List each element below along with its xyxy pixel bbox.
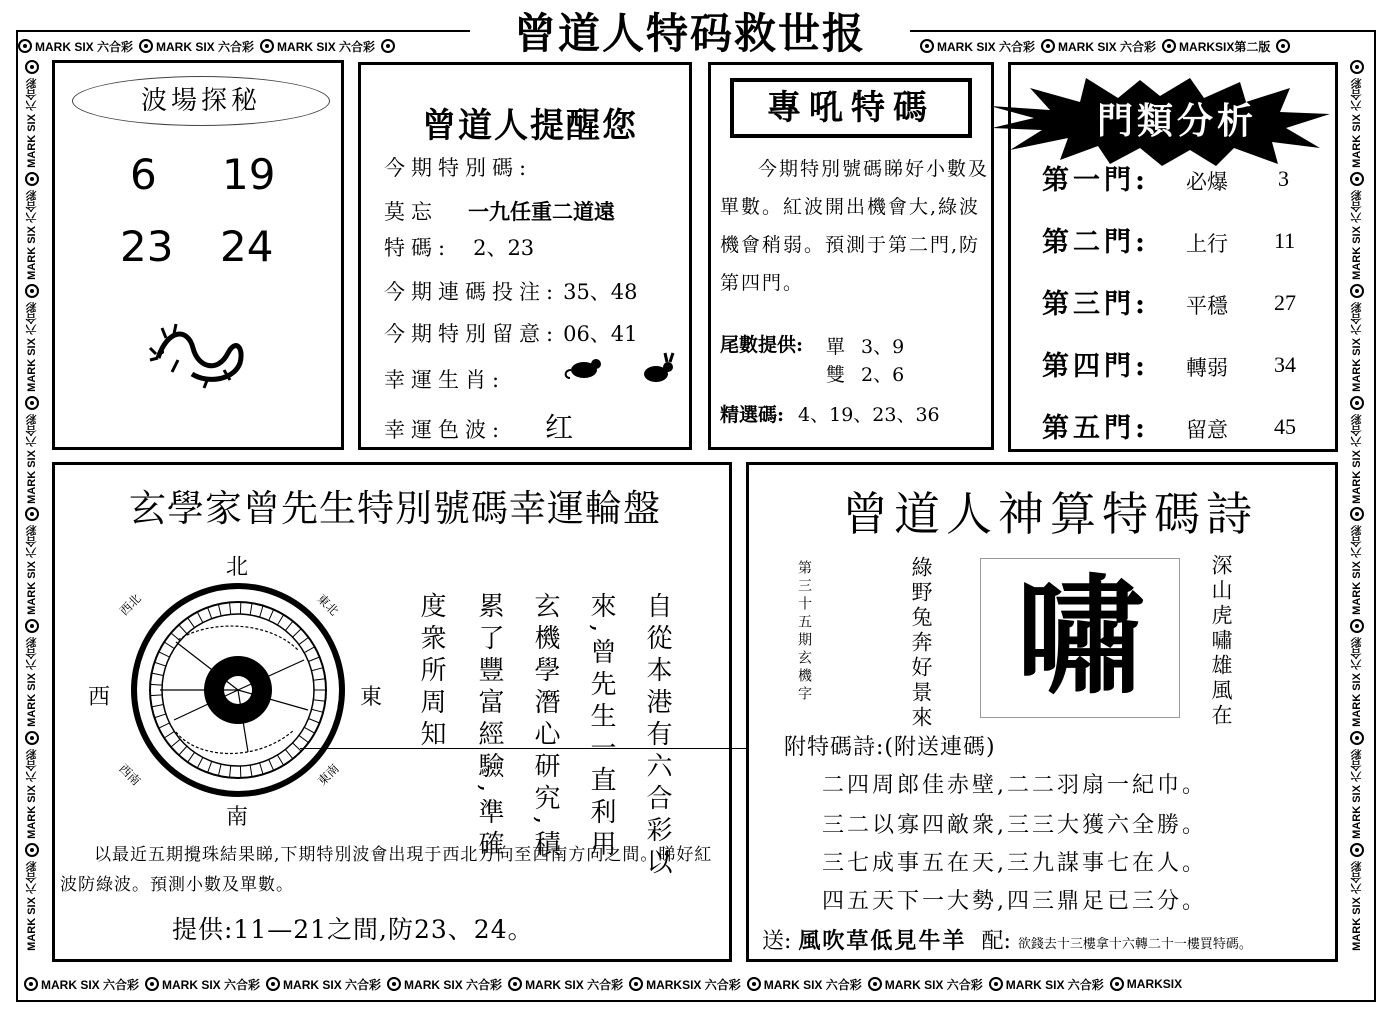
border-text: MARK SIX 六合彩 xyxy=(26,637,38,728)
border-text: MARK SIX 六合彩 xyxy=(283,977,382,992)
door-number: 3 xyxy=(1278,166,1289,191)
wheel-tick xyxy=(269,759,274,770)
wheel-tick xyxy=(150,684,162,685)
send-label: 送: xyxy=(762,929,792,954)
poem-attach: 附特碼詩:(附送連碼) xyxy=(784,735,996,760)
wheel-tick xyxy=(260,606,263,618)
reminder-value: 35、48 xyxy=(563,280,638,304)
wave-number: 6 xyxy=(130,150,157,199)
wheel-tick xyxy=(197,612,203,623)
wheel-column: 自從本港有六合彩以 xyxy=(642,592,672,880)
wheel-tick xyxy=(230,602,231,614)
wheel-column: 來,曾先生一直利用 xyxy=(586,592,616,863)
wheel-tick xyxy=(154,662,165,666)
wheel-tick xyxy=(277,615,283,625)
tail-label: 尾數提供: xyxy=(720,334,804,356)
zodiac-rabbit-icon xyxy=(638,352,678,384)
border-text: MARK SIX 六合彩 xyxy=(1351,189,1363,280)
direction-west: 西 xyxy=(88,685,111,710)
wheel-tick xyxy=(313,700,325,702)
wave-number: 19 xyxy=(222,150,276,199)
reminder-label: 幸運色波: xyxy=(384,418,506,442)
wheel-tick xyxy=(218,604,221,616)
special-text: 今期特別號碼睇好小數及單數。紅波開出機會大,綠波機會稍弱。預測于第二門,防第四門。 xyxy=(720,158,990,294)
door-title: 門類分析 xyxy=(1096,100,1257,142)
border-text: MARK SIX 六合彩 xyxy=(162,977,261,992)
door-number: 27 xyxy=(1274,290,1296,315)
reminder-label: 今期連碼投注: xyxy=(384,280,560,304)
reminder-value: 06、41 xyxy=(563,322,638,346)
pick-value: 4、19、23、36 xyxy=(798,404,940,426)
reminder-row xyxy=(384,276,638,306)
special-title: 專吼特碼 xyxy=(730,78,972,138)
wheel-tick xyxy=(250,765,252,777)
wheel-tick xyxy=(152,673,164,675)
reminder-label: 莫忘 xyxy=(384,200,438,224)
door-label: 第四門: xyxy=(1042,351,1149,382)
border-text: MARKSIX xyxy=(1126,977,1183,991)
reminder-label: 今期特別碼: xyxy=(384,156,533,180)
tail-double-label: 雙 xyxy=(826,364,846,386)
border-text: MARK SIX 六合彩 xyxy=(26,301,38,392)
wheel-tick xyxy=(293,629,302,637)
wheel-tick xyxy=(164,731,174,738)
wheel-tick xyxy=(269,610,274,621)
reminder-row xyxy=(384,196,615,226)
reminder-label: 幸運生肖: xyxy=(384,368,506,392)
send-row xyxy=(762,924,1252,955)
wheel-title: 玄學家曾先生特別號碼幸運輪盤 xyxy=(129,487,661,530)
wheel-tick xyxy=(312,668,324,671)
reminder-value: 一九任重二道遠 xyxy=(468,199,615,224)
wheel-tick xyxy=(159,723,170,728)
door-number: 45 xyxy=(1274,414,1296,439)
wheel-tick xyxy=(308,657,319,662)
wheel-tick xyxy=(299,735,309,742)
wave-title: 波場探秘 xyxy=(72,76,330,126)
wheel-tick xyxy=(208,761,212,772)
border-text: MARK SIX 六合彩 xyxy=(937,39,1036,54)
border-text: MARK SIX 六合彩 xyxy=(156,39,255,54)
border-text: MARK SIX 六合彩 xyxy=(1351,301,1363,392)
wheel-tick xyxy=(299,637,309,644)
wheel-tick xyxy=(179,625,187,634)
poem-line-2: 深山虎嘯雄風在 xyxy=(1209,554,1233,729)
wheel-tick xyxy=(312,709,324,712)
pair-label: 配: xyxy=(981,929,1011,954)
pick-row xyxy=(720,400,940,427)
poem-line-1: 綠野兔奔好景來 xyxy=(909,556,933,731)
direction-east: 東 xyxy=(360,685,383,710)
direction-northeast: 東北 xyxy=(314,591,342,619)
wheel-tick xyxy=(154,714,165,718)
wave-number: 23 xyxy=(120,222,174,271)
wheel-column: 累了豐富經驗,準確 xyxy=(474,592,504,863)
border-text: MARKSIX第二版 xyxy=(1179,39,1271,54)
poem-title: 曾道人神算特碼詩 xyxy=(842,487,1258,541)
wheel-tick xyxy=(150,695,162,696)
reminder-row xyxy=(384,152,532,182)
wheel-tick xyxy=(313,679,325,681)
reminder-row xyxy=(384,318,638,348)
pick-label: 精選碼: xyxy=(720,404,785,426)
border-text: MARK SIX 六合彩 xyxy=(41,977,140,992)
border-text: MARK SIX 六合彩 xyxy=(26,413,38,504)
poem-verse: 二四周郎佳赤壁,二二羽扇一紀巾。 xyxy=(822,773,1207,798)
poem-verse: 三二以寡四敵衆,三三大獲六全勝。 xyxy=(822,813,1207,838)
wheel-tick xyxy=(152,705,164,707)
wheel-column: 玄機學潛心研究,積 xyxy=(530,592,560,863)
wheel-tick xyxy=(285,621,292,630)
poem-verse: 四五天下一大勢,四三鼎足已三分。 xyxy=(822,889,1207,914)
border-text: MARKSIX 六合彩 xyxy=(646,977,741,992)
wheel-tick xyxy=(260,763,263,775)
border-text: MARK SIX 六合彩 xyxy=(404,977,503,992)
border-text: MARK SIX 六合彩 xyxy=(1005,977,1104,992)
border-text: MARK SIX 六合彩 xyxy=(1058,39,1157,54)
reminder-label: 特碼: xyxy=(384,236,452,260)
wheel-column: 度衆所周知 xyxy=(416,592,446,752)
wheel-tick xyxy=(218,764,221,776)
wheel-description: 以最近五期攪珠結果睇,下期特別波會出現于西北方向至西南方向之間。睇好紅波防綠波。預測小數及單數。 xyxy=(60,845,713,895)
wheel-tick xyxy=(188,618,195,628)
wheel-tick xyxy=(208,607,212,618)
border-text: MARK SIX 六合彩 xyxy=(26,749,38,839)
tail-single-value: 3、9 xyxy=(861,336,905,358)
direction-southeast: 東南 xyxy=(314,761,342,789)
wheel-tick xyxy=(250,603,252,615)
door-label: 第五門: xyxy=(1042,413,1149,444)
reminder-row xyxy=(384,364,505,394)
border-text: MARK SIX 六合彩 xyxy=(1351,78,1363,168)
wheel-tick xyxy=(304,727,314,733)
border-text: MARK SIX 六合彩 xyxy=(35,39,134,54)
send-value: 風吹草低見牛羊 xyxy=(798,928,967,954)
door-word: 留意 xyxy=(1186,418,1228,442)
door-word: 平穩 xyxy=(1186,294,1228,318)
border-text: MARK SIX 六合彩 xyxy=(1351,525,1363,616)
tail-single xyxy=(826,332,904,359)
page-title: 曾道人特码救世报 xyxy=(470,4,910,64)
border-text: MARK SIX 六合彩 xyxy=(1351,637,1363,728)
door-number: 11 xyxy=(1274,228,1296,253)
border-text: MARK SIX 六合彩 xyxy=(1351,860,1363,951)
poem-issue: 第三十五期玄機字 xyxy=(796,560,812,704)
wheel-tick xyxy=(197,757,203,768)
reminder-row xyxy=(384,232,534,262)
tail-single-label: 單 xyxy=(826,336,846,358)
tail-double-value: 2、6 xyxy=(861,364,905,386)
border-text: MARK SIX 六合彩 xyxy=(1351,413,1363,504)
zodiac-rat-icon xyxy=(562,352,606,382)
border-text: MARK SIX 六合彩 xyxy=(277,39,376,54)
big-char: 嘯 xyxy=(1015,563,1144,712)
wheel-tick xyxy=(171,739,180,747)
border-text: MARK SIX 六合彩 xyxy=(763,977,862,992)
door-word: 上行 xyxy=(1186,232,1228,256)
reminder-row xyxy=(384,406,573,446)
wheel-tick xyxy=(230,766,231,778)
wheel-tick xyxy=(159,652,170,657)
dragon-icon xyxy=(148,318,248,390)
direction-northwest: 西北 xyxy=(116,591,144,619)
border-text: MARK SIX 六合彩 xyxy=(1351,749,1363,839)
wheel-tick xyxy=(285,749,292,758)
border-text: MARK SIX 六合彩 xyxy=(525,977,624,992)
door-word: 轉弱 xyxy=(1186,356,1228,380)
wheel-tick xyxy=(308,719,319,724)
reminder-value: 红 xyxy=(545,411,574,444)
poem-verse: 三七成事五在天,三九謀事七在人。 xyxy=(822,851,1207,876)
border-text: MARK SIX 六合彩 xyxy=(26,78,38,168)
direction-north: 北 xyxy=(226,555,249,580)
direction-southwest: 西南 xyxy=(116,761,144,789)
direction-south: 南 xyxy=(226,805,249,830)
door-number: 34 xyxy=(1274,352,1296,377)
tail-double xyxy=(826,360,904,387)
door-label: 第二門: xyxy=(1042,227,1149,258)
border-text: MARK SIX 六合彩 xyxy=(26,525,38,616)
wave-number: 24 xyxy=(220,222,274,271)
door-word: 必爆 xyxy=(1186,170,1228,194)
wheel-tick xyxy=(164,642,174,649)
border-text: MARK SIX 六合彩 xyxy=(884,977,983,992)
wheel-tick xyxy=(277,755,283,765)
reminder-label: 今期特別留意: xyxy=(384,322,560,346)
border-text: MARK SIX 六合彩 xyxy=(26,860,38,951)
wheel-tick xyxy=(179,746,187,755)
wheel-tick xyxy=(188,752,195,762)
wheel-provide: 提供:11—21之間,防23、24。 xyxy=(172,915,534,944)
wheel-tick xyxy=(304,647,314,653)
reminder-title: 曾道人提醒您 xyxy=(422,106,638,146)
door-label: 第一門: xyxy=(1042,165,1149,196)
reminder-value: 2、23 xyxy=(473,236,535,260)
door-label: 第三門: xyxy=(1042,289,1149,320)
pair-value: 欲錢去十三樓拿十六轉二十一樓買特碼。 xyxy=(1017,937,1252,952)
border-text: MARK SIX 六合彩 xyxy=(26,189,38,280)
